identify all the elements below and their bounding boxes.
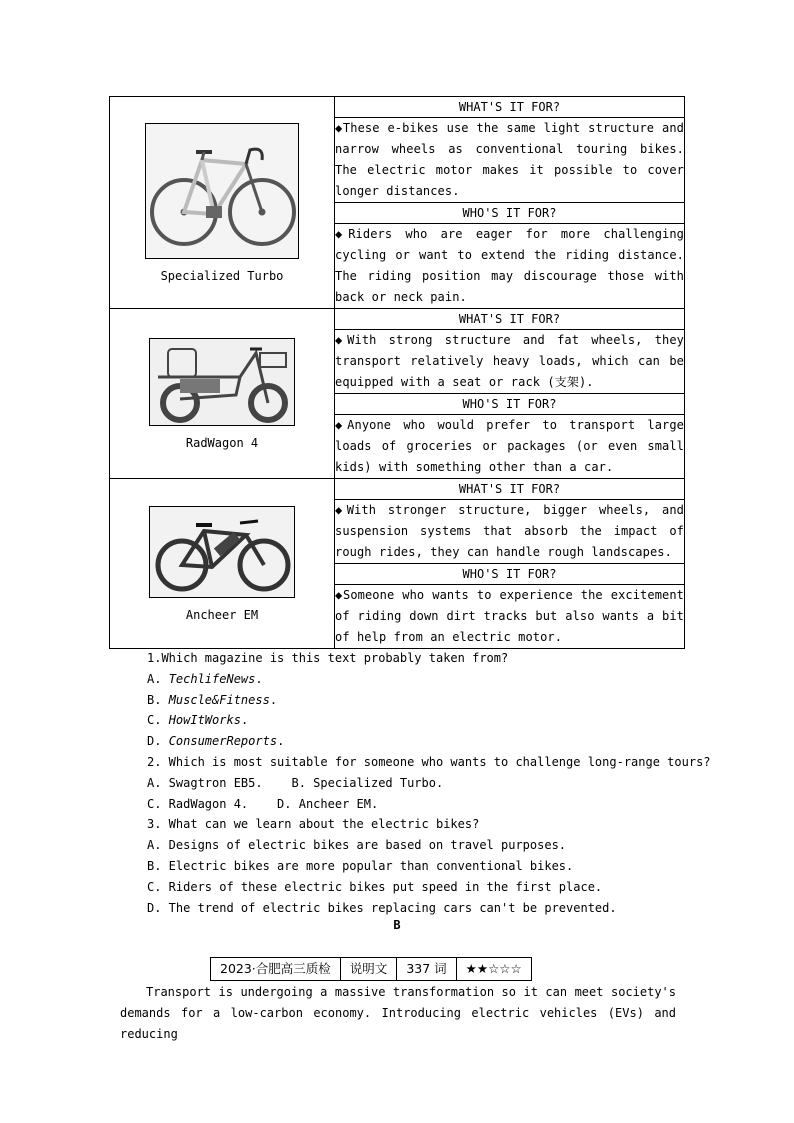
- question-2: 2. Which is most suitable for someone who wants to challenge long-range tours?: [147, 754, 711, 769]
- what-description-ancheer: ◆With stronger structure, bigger wheels, and suspension systems that absorb the impact of rough rides, they can handle rough landscapes.: [335, 500, 685, 564]
- what-description-radwagon: ◆With strong structure and fat wheels, they transport relatively heavy loads, which can be equipped with a seat or rack (支架).: [335, 330, 685, 394]
- option-1a: A. TechlifeNews.: [147, 671, 263, 686]
- questions: [147, 648, 711, 918]
- option-1c: C. HowItWorks.: [147, 713, 249, 728]
- radwagon-bike-image: [149, 338, 295, 426]
- specialized-turbo-bike-image: [145, 123, 299, 259]
- option-3c: C. Riders of these electric bikes put speed in the first place.: [147, 879, 603, 894]
- what-header: WHAT'S IT FOR?: [335, 479, 685, 500]
- passage-info-box: [210, 957, 532, 981]
- info-genre: 说明文: [341, 958, 398, 980]
- who-header: WHO'S IT FOR?: [335, 203, 685, 224]
- who-description-ancheer: ◆Someone who wants to experience the excitement of riding down dirt tracks but also wants a bit of help from an electric motor.: [335, 585, 685, 649]
- option-3a: A. Designs of electric bikes are based on travel purposes.: [147, 838, 567, 853]
- option-3d: D. The trend of electric bikes replacing cars can't be prevented.: [147, 900, 617, 915]
- bike-name-radwagon: RadWagon 4: [185, 435, 259, 450]
- option-1b: B. Muscle&Fitness.: [147, 692, 278, 707]
- bike-cell-ancheer: [110, 479, 335, 649]
- what-header: WHAT'S IT FOR?: [335, 97, 685, 118]
- option-1d: D. ConsumerReports.: [147, 734, 285, 749]
- bike-name-ancheer: Ancheer EM: [185, 607, 259, 622]
- options-2ab: A. Swagtron EB5. B. Specialized Turbo.: [147, 775, 444, 790]
- question-3: 3. What can we learn about the electric bikes?: [147, 817, 480, 832]
- info-source: 2023·合肥高三质检: [211, 958, 341, 980]
- bike-cell-specialized-turbo: [110, 97, 335, 309]
- who-description-radwagon: ◆Anyone who would prefer to transport large loads of groceries or packages (or even small kids) with something other than a car.: [335, 415, 685, 479]
- info-difficulty-stars: ★★☆☆☆: [465, 961, 522, 976]
- section-letter: B: [393, 918, 401, 932]
- who-description-specialized-turbo: ◆Riders who are eager for more challenging cycling or want to extend the riding distance. The riding position may discourage those with back or neck pain.: [335, 224, 685, 309]
- bike-cell-radwagon: [110, 309, 335, 479]
- passage-paragraph: Transport is undergoing a massive transformation so it can meet society's demands for a low-carbon economy. Introducing electric vehicles (EVs) and reducing: [120, 985, 676, 1041]
- question-1: 1.Which magazine is this text probably taken from?: [147, 651, 509, 665]
- what-header: WHAT'S IT FOR?: [335, 309, 685, 330]
- options-2cd: C. RadWagon 4. D. Ancheer EM.: [147, 796, 379, 811]
- who-header: WHO'S IT FOR?: [335, 564, 685, 585]
- info-word-count: 337 词: [397, 958, 456, 980]
- option-3b: B. Electric bikes are more popular than conventional bikes.: [147, 858, 574, 873]
- bike-comparison-table: [109, 96, 685, 649]
- bike-name-specialized-turbo: Specialized Turbo: [160, 268, 284, 283]
- who-header: WHO'S IT FOR?: [335, 394, 685, 415]
- ancheer-bike-image: [149, 506, 295, 598]
- what-description-specialized-turbo: ◆These e-bikes use the same light structure and narrow wheels as conventional touring bikes. The electric motor makes it possible to cover longer distances.: [335, 118, 685, 203]
